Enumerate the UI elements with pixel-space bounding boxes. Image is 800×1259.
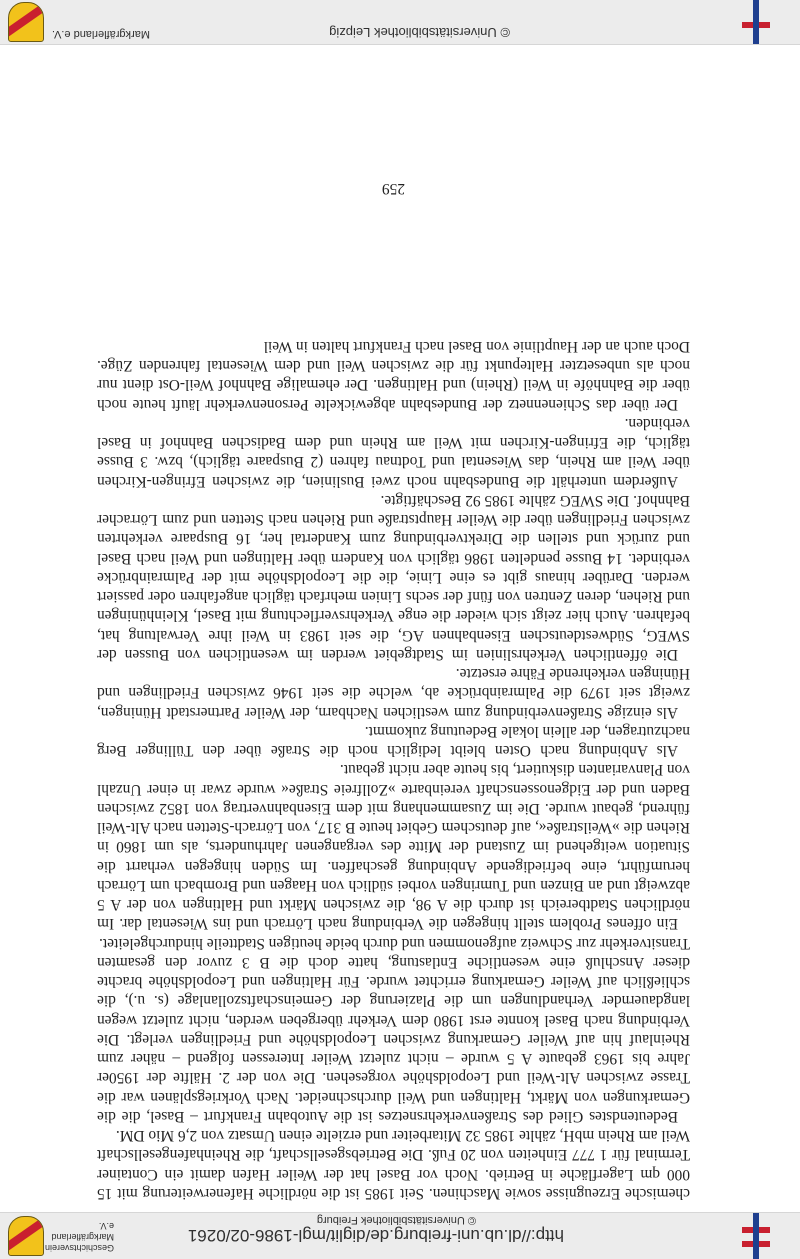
ub-logo-icon <box>734 0 778 44</box>
paragraph: Die öffentlichen Verkehrslinien im Stadtgebiet werden im wesentlichen von Bussen der SWEG, Südwestdeutschen Eisenbahnen AG, die seit 1983 in Weil ihre Verwaltung hat, befahren. Auch hier zeigt sich wieder die enge Verkehrsverflechtung mit Basel, Kleinhüningen und Riehen, deren Zentren von fünf der sechs Linien mehrfach täglich angefahren oder passiert werden. Darüber hinaus gibt es eine Linie, die die Leopoldshöhe mit der Palmrainbrücke verbindet. 14 Busse pendelten 1986 täglich von Kandern über Haltingen und Weil nach Basel und zurück und stellen die Direktverbindung zum Kandertal her, 16 Buspaare verkehrten zwischen Friedlingen über die Weiler Hauptstraße und Riehen nach Stetten und zum Lörracher Bahnhof. Die SWEG zählte 1985 92 Beschäftigte. <box>97 492 690 663</box>
paragraph: Als Anbindung nach Osten bleibt lediglich noch die Straße über den Tüllinger Berg nachzutragen, der allein lokale Bedeutung zukommt. <box>97 723 690 760</box>
page-body <box>97 337 690 1203</box>
society-label: Markgräflerland e.V. <box>51 28 150 40</box>
viewer-footer <box>0 0 800 45</box>
viewer-header <box>0 1212 800 1259</box>
markgraeflerland-crest-icon <box>8 1216 44 1256</box>
paragraph: Bedeutendstes Glied des Straßenverkehrsnetzes ist die Autobahn Frankfurt – Basel, die die Gemarkungen von Märkt, Haltingen und Weil durchschneidet. Nach Vorkriegsplänen war die Trasse zwischen Alt-Weil und Leopoldshöhe vorgesehen. Die von der 2. Hälfte der 1950er Jahre bis 1963 gebaute A 5 wurde – nicht zuletzt Weiler Interessen folgend – näher zum Rheinlauf hin auf Weiler Gemarkung zwischen Leopoldshöhe und Friedlingen verlegt. Die Verbindung nach Basel konnte erst 1980 dem Verkehr übergeben werden, nicht zuletzt wegen langdauernder Verhandlungen um die Plazierung der Gemeinschaftszollanlage (s. u.), die schließlich auf Weiler Gemarkung errichtet wurde. Für Haltingen und Leopoldshöhe brachte dieser Anschluß eine wesentliche Entlastung, hatte doch die B 3 zuvor den gesamten Transitverkehr zur Schweiz aufgenommen und durch beide heutigen Stadtteile hindurchgeleitet. <box>97 934 690 1125</box>
paragraph: Außerdem unterhält die Bundesbahn noch zwei Buslinien, die zwischen Efringen-Kirchen über Weil am Rhein, das Wiesental und Todtnau fahren (2 Buspaare täglich), bzw. 3 Busse täglich, die Efringen-Kirchen mit Weil am Rhein und dem Badischen Bahnhof in Basel verbinden. <box>97 415 690 490</box>
copyright-notice: © Universitätsbibliothek Freiburg <box>316 1214 476 1226</box>
paragraph: Ein offenes Problem stellt hingegen die Verbindung nach Lörrach und ins Wiesental dar. Im nördlichen Stadtbereich ist durch die A 98, die zwischen Märkt und Haltingen von der A 5 abzweigt und an Binzen und Tumringen vorbei südlich von Haagen und Brombach um Lörrach herumführt, eine befriedigende Anbindung geschaffen. Im Süden hingegen verharrt die Situation weitgehend im Zustand der Mitte des vergangenen Jahrhunderts, als um 1860 in Riehen die »Weilstraße«, auf deutschem Gebiet heute B 317, von Lörrach-Stetten nach Alt-Weil führend, gebaut wurde. Die im Zusammenhang mit dem Eisenbahnvertrag von 1852 zwischen Baden und der Eidgenossenschaft vereinbarte »Zollfreie Straße« wurde zwar in einer Unzahl von Planvarianten diskutiert, bis heute aber nicht gebaut. <box>97 761 690 933</box>
society-label: Geschichtsverein Markgräflerland e.V. <box>44 1221 114 1253</box>
paragraph: chemische Erzeugnisse sowie Maschinen. Seit 1985 ist die nördliche Hafenerweiterung mit 15 000 qm Lagerfläche in Betrieb. Noch vor Basel hat der Weiler Hafen damit ein Container Terminal für 1 777 Einheiten von 20 Fuß. Die Betriebsgesellschaft, die Rheinhafengesellschaft Weil am Rhein mbH, zählte 1985 32 Mitarbeiter und erzielte einen Umsatz von 2,6 Mio DM. <box>97 1127 690 1202</box>
ub-logo-icon <box>734 1213 778 1259</box>
page-url[interactable]: http://dl.ub.uni-freiburg.de/diglit/mgl-1986-02/0261 <box>187 1226 564 1245</box>
markgraeflerland-crest-icon <box>8 2 44 42</box>
paragraph: Der über das Schienennetz der Bundesbahn abgewickelte Personenverkehr läuft heute noch über die Bahnhöfe in Weil (Rhein) und Haltingen. Der ehemalige Bahnhof Weil-Ost dient nur noch als unbesetzter Haltepunkt für die zwischen Weil und dem Wiesental fahrenden Züge. Doch auch an der Hauptlinie von Basel nach Frankfurt halten in Weil <box>97 338 690 413</box>
page-number: 259 <box>381 180 406 197</box>
paragraph: Als einzige Straßenverbindung zum westlichen Nachbarn, der Weiler Partnerstadt Hüningen, zweigt seit 1979 die Palmrainbrücke ab, welche die seit 1946 zwischen Friedlingen und Hüningen verkehrende Fähre ersetzte. <box>97 665 690 721</box>
copyright-notice: © Universitätsbibliothek Leipzig <box>329 25 510 40</box>
